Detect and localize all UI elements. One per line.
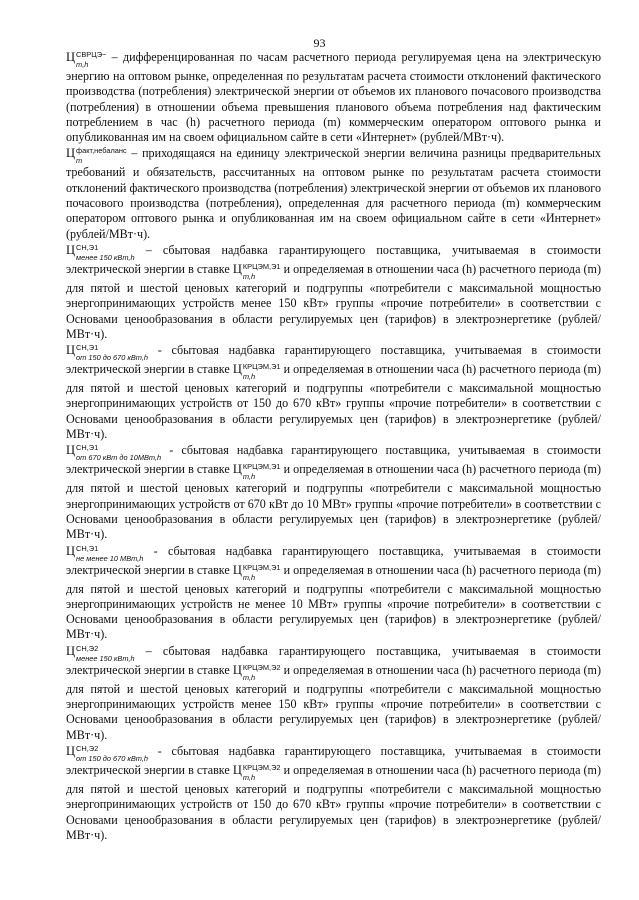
definition-paragraph	[66, 50, 601, 145]
definition-paragraph	[66, 146, 601, 241]
definition-paragraph	[66, 243, 601, 342]
definition-text-before: - сбытовая надбавка гарантирующего поставщика, учитываемая в стоимости электрической энергии в ставке	[66, 343, 601, 377]
formula-symbol: Ц факт,небаланс m	[66, 146, 127, 166]
formula-symbol: Ц СН,Э1 от 150 до 670 кВт,h	[66, 343, 149, 363]
definition-paragraph	[66, 544, 601, 643]
inline-formula-symbol: Ц КРЦЭМ,Э1 m,h	[232, 261, 281, 281]
inline-formula-symbol: Ц КРЦЭМ,Э2 m,h	[232, 762, 281, 782]
formula-symbol: Ц СН,Э1 от 670 кВт до 10МВт,h	[66, 443, 162, 463]
inline-formula-symbol: Ц КРЦЭМ,Э1 m,h	[232, 462, 281, 482]
definition-text-after: и определяемая в отношении часа (h) расчетного периода (m) для пятой и шестой ценовых категорий и подгруппы «потребители с максимальной мощностью энергопринимающих устройств от 670 кВт до 10 МВт» группы «прочие потребители» в соответствии с Основами ценообразования в области регулируемых цен (тарифов) в электроэнергетике (рублей/МВт·ч).	[66, 462, 601, 542]
definition-text-after: и определяемая в отношении часа (h) расчетного периода (m) для пятой и шестой ценовых категорий и подгруппы «потребители с максимальной мощностью энергопринимающих устройств менее 150 кВт» группы «прочие потребители» в соответствии с Основами ценообразования в области регулируемых цен (тарифов) в электроэнергетике (рублей/МВт·ч).	[66, 662, 601, 742]
definition-text: – дифференцированная по часам расчетного периода регулируемая цена на электрическую энергию на оптовом рынке, определенная по результатам расчета стоимости отклонений фактического производства (потребления) электрической энергии от объемов их планового почасового производства (потребления) в отношении объема превышения планового объема потребления над фактическим потреблением в час (h) расчетного периода (m) коммерческим оператором оптового рынка и опубликованная им на своем официальном сайте в сети «Интернет» (рублей/МВт·ч).	[66, 50, 601, 145]
definition-text-after: и определяемая в отношении часа (h) расчетного периода (m) для пятой и шестой ценовых категорий и подгруппы «потребители с максимальной мощностью энергопринимающих устройств от 150 до 670 кВт» группы «прочие потребители» в соответствии с Основами ценообразования в области регулируемых цен (тарифов) в электроэнергетике (рублей/МВт·ч).	[66, 762, 601, 842]
definition-text-after: и определяемая в отношении часа (h) расчетного периода (m) для пятой и шестой ценовых категорий и подгруппы «потребители с максимальной мощностью энергопринимающих устройств не менее 10 МВт» группы «прочие потребители» в соответствии с Основами ценообразования в области регулируемых цен (тарифов) в электроэнергетике (рублей/МВт·ч).	[66, 562, 601, 642]
formula-symbol: Ц СВРЦЭ− m,h	[66, 50, 107, 69]
inline-formula-symbol: Ц КРЦЭМ,Э2 m,h	[232, 662, 281, 682]
definition-text-before: - сбытовая надбавка гарантирующего поставщика, учитываемая в стоимости электрической энергии в ставке	[66, 443, 601, 477]
document-body	[66, 50, 601, 843]
definition-paragraph	[66, 744, 601, 843]
definition-text-before: - сбытовая надбавка гарантирующего поставщика, учитываемая в стоимости электрической энергии в ставке	[66, 743, 601, 777]
definition-paragraph	[66, 644, 601, 743]
definition-paragraph	[66, 343, 601, 442]
definition-text-before: - сбытовая надбавка гарантирующего поставщика, учитываемая в стоимости электрической энергии в ставке	[66, 543, 601, 577]
definition-text: – приходящаяся на единицу электрической энергии величина разницы предварительных требований и обязательств, рассчитанных на оптовом рынке по результатам расчета стоимости отклонений фактического производства (потребления) электрической энергии от объемов их планового почасового производства (потребления), определенная для расчетного периода (m) коммерческим оператором оптового рынка и опубликованная им на своем официальном сайте в сети «Интернет» (рублей/МВт·ч).	[66, 146, 601, 241]
inline-formula-symbol: Ц КРЦЭМ,Э1 m,h	[232, 562, 281, 582]
definition-text-before: – сбытовая надбавка гарантирующего поставщика, учитываемая в стоимости электрической энергии в ставке	[66, 643, 601, 677]
definition-text-before: – сбытовая надбавка гарантирующего поставщика, учитываемая в стоимости электрической энергии в ставке	[66, 242, 601, 276]
definition-text-after: и определяемая в отношении часа (h) расчетного периода (m) для пятой и шестой ценовых категорий и подгруппы «потребители с максимальной мощностью энергопринимающих устройств от 150 до 670 кВт» группы «прочие потребители» в соответствии с Основами ценообразования в области регулируемых цен (тарифов) в электроэнергетике (рублей/МВт·ч).	[66, 362, 601, 442]
formula-symbol: Ц СН,Э2 менее 150 кВт,h	[66, 643, 135, 663]
definition-text-after: и определяемая в отношении часа (h) расчетного периода (m) для пятой и шестой ценовых категорий и подгруппы «потребители с максимальной мощностью энергопринимающих устройств менее 150 кВт» группы «прочие потребители» в соответствии с Основами ценообразования в области регулируемых цен (тарифов) в электроэнергетике (рублей/МВт·ч).	[66, 261, 601, 341]
formula-symbol: Ц СН,Э1 не менее 10 МВт,h	[66, 543, 144, 563]
formula-symbol: Ц СН,Э2 от 150 до 670 кВт,h	[66, 743, 149, 763]
definition-paragraph	[66, 443, 601, 542]
inline-formula-symbol: Ц КРЦЭМ,Э1 m,h	[232, 362, 281, 382]
page-number: 93	[313, 36, 326, 50]
formula-symbol: Ц СН,Э1 менее 150 кВт,h	[66, 242, 135, 262]
